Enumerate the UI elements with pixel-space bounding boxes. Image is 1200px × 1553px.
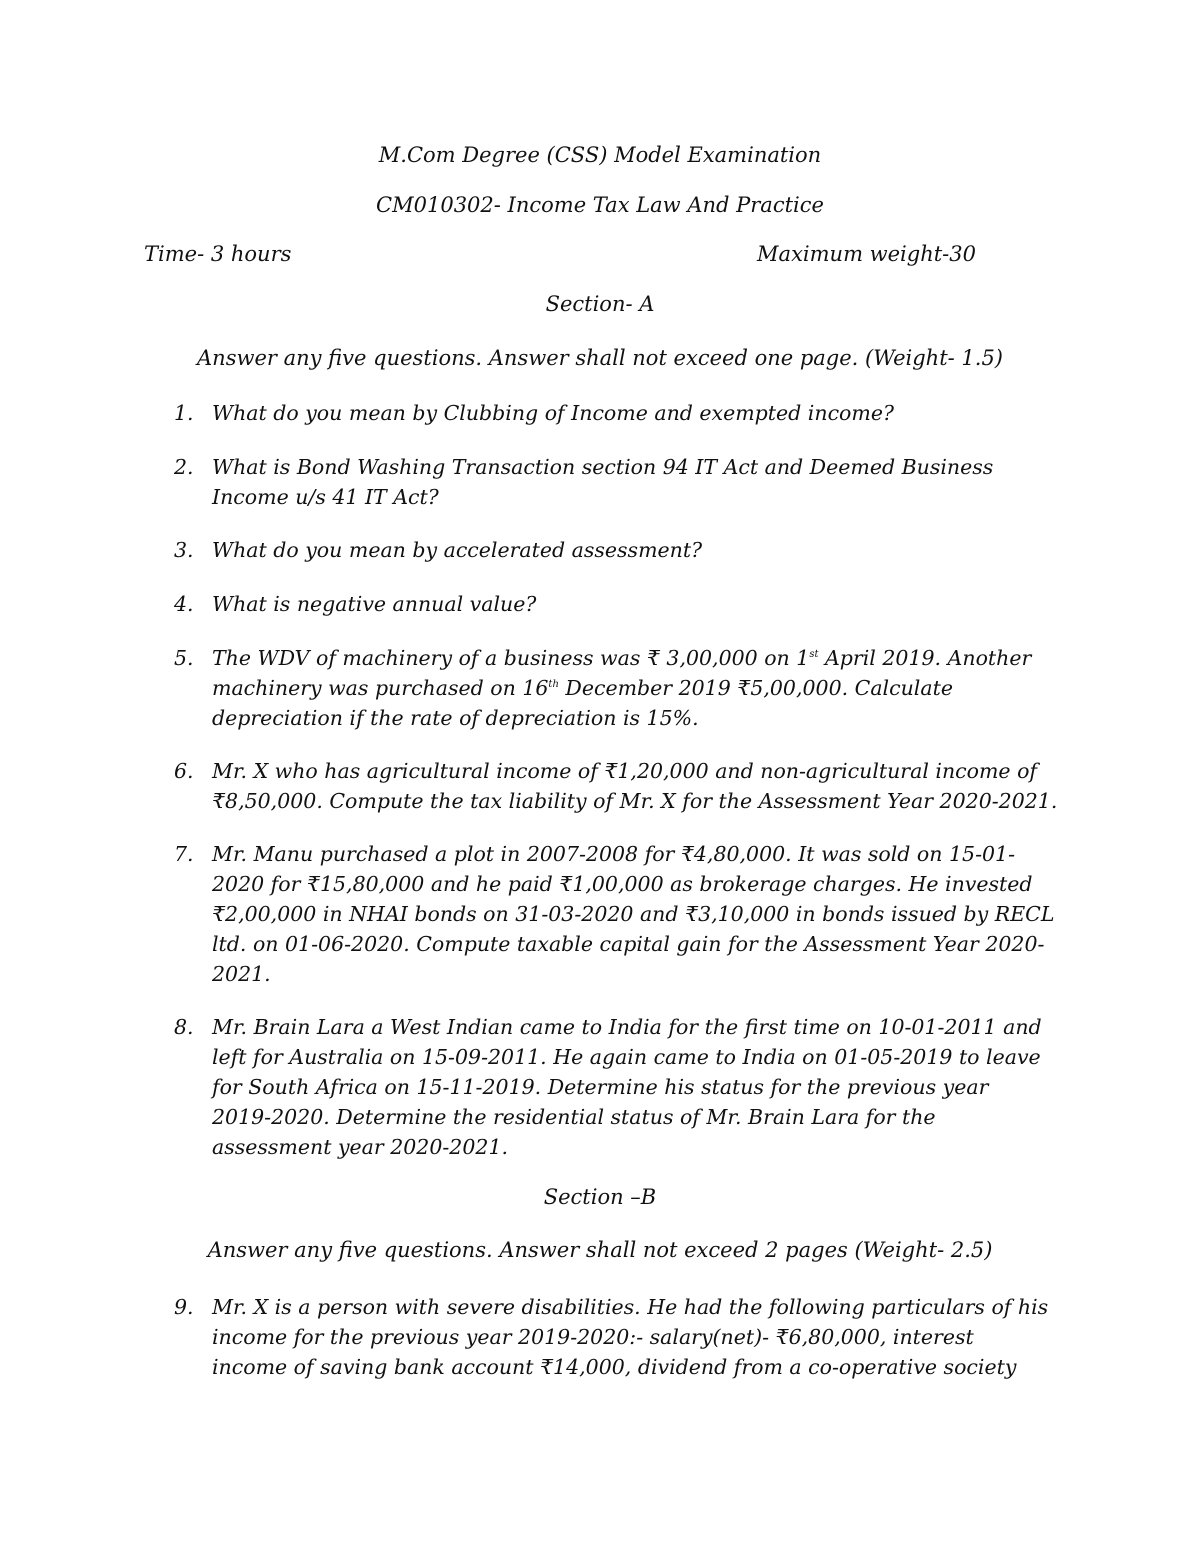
question-text: Mr. Manu purchased a plot in 2007-2008 for ₹4,80,000. It was sold on 15-01-: [212, 842, 1016, 866]
section-a-instruction: Answer any five questions. Answer shall not exceed one page. (Weight- 1.5): [197, 346, 1003, 370]
question-text: Income u/s 41 IT Act?: [212, 485, 439, 509]
section-a-title: Section- A: [545, 292, 655, 316]
question-number: 5.: [174, 646, 194, 670]
question-text: 2021.: [212, 962, 271, 986]
question-number: 3.: [174, 538, 194, 562]
question-number: 1.: [174, 401, 194, 425]
question-number: 8.: [174, 1015, 194, 1039]
question-text: What do you mean by accelerated assessment?: [212, 538, 703, 562]
text-fragment: April 2019. Another: [818, 646, 1032, 670]
question-number: 9.: [174, 1295, 194, 1319]
question-item: [174, 535, 1072, 565]
question-text: depreciation if the rate of depreciation is 15%.: [212, 706, 699, 730]
text-fragment: machinery was purchased on 16: [212, 676, 549, 700]
question-text: for South Africa on 15-11-2019. Determine his status for the previous year: [212, 1075, 989, 1099]
question-item: [174, 839, 1072, 989]
question-number: 2.: [174, 455, 194, 479]
time-allowed: Time- 3 hours: [144, 242, 292, 266]
question-text: Mr. X who has agricultural income of ₹1,20,000 and non-agricultural income of: [212, 759, 1038, 783]
question-item: [174, 589, 1072, 619]
question-text: ltd. on 01-06-2020. Compute taxable capital gain for the Assessment Year 2020-: [212, 932, 1045, 956]
text-fragment: December 2019 ₹5,00,000. Calculate: [558, 676, 953, 700]
question-item: [174, 1292, 1072, 1382]
question-text: assessment year 2020-2021.: [212, 1135, 508, 1159]
question-number: 4.: [174, 592, 194, 616]
question-number: 6.: [174, 759, 194, 783]
question-text: What do you mean by Clubbing of Income and exempted income?: [212, 401, 894, 425]
section-b-title: Section –B: [543, 1185, 657, 1209]
time-weight-row: [144, 242, 976, 266]
question-item: [174, 1012, 1072, 1162]
question-item: [174, 452, 1072, 512]
question-number: 7.: [174, 842, 194, 866]
maximum-weight: Maximum weight-30: [757, 242, 976, 266]
question-text: [212, 643, 1072, 673]
question-text: Mr. X is a person with severe disabilities. He had the following particulars of his: [212, 1295, 1049, 1319]
ordinal-suffix: st: [809, 649, 819, 661]
question-text: 2020 for ₹15,80,000 and he paid ₹1,00,000 as brokerage charges. He invested: [212, 872, 1033, 896]
question-text: [212, 673, 1072, 703]
question-text: What is negative annual value?: [212, 592, 537, 616]
question-item: [174, 643, 1072, 733]
section-b-instruction: Answer any five questions. Answer shall not exceed 2 pages (Weight- 2.5): [207, 1238, 993, 1262]
question-text: income of saving bank account ₹14,000, dividend from a co-operative society: [212, 1355, 1017, 1379]
text-fragment: The WDV of machinery of a business was ₹ 3,00,000 on 1: [212, 646, 810, 670]
exam-title: M.Com Degree (CSS) Model Examination: [378, 143, 822, 167]
question-text: What is Bond Washing Transaction section 94 IT Act and Deemed Business: [212, 455, 994, 479]
question-text: income for the previous year 2019-2020:- salary(net)- ₹6,80,000, interest: [212, 1325, 974, 1349]
paper-title: CM010302- Income Tax Law And Practice: [376, 193, 824, 217]
question-text: left for Australia on 15-09-2011. He again came to India on 01-05-2019 to leave: [212, 1045, 1041, 1069]
question-item: [174, 398, 1072, 428]
ordinal-suffix: th: [548, 679, 559, 691]
question-text: 2019-2020. Determine the residential status of Mr. Brain Lara for the: [212, 1105, 936, 1129]
question-text: Mr. Brain Lara a West Indian came to India for the first time on 10-01-2011 and: [212, 1015, 1042, 1039]
question-text: ₹2,00,000 in NHAI bonds on 31-03-2020 and ₹3,10,000 in bonds issued by RECL: [212, 902, 1055, 926]
question-item: [174, 756, 1072, 816]
question-text: ₹8,50,000. Compute the tax liability of Mr. X for the Assessment Year 2020-2021.: [212, 789, 1058, 813]
